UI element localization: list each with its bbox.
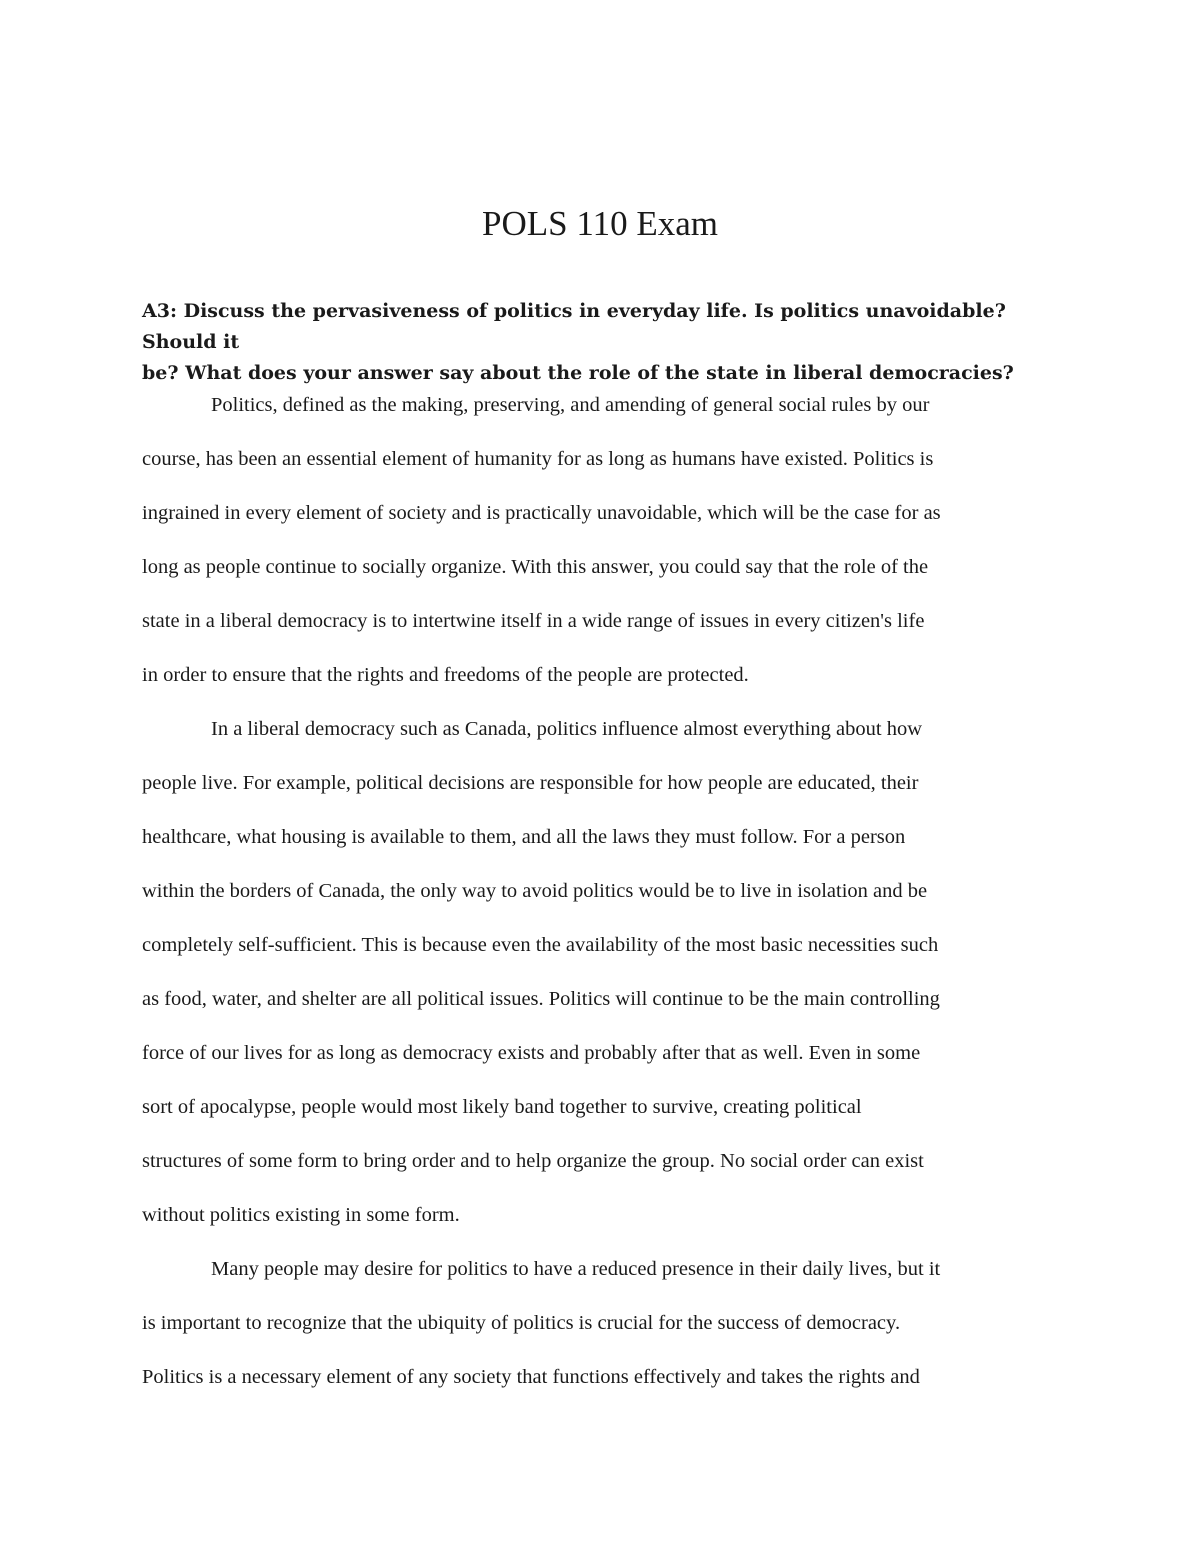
paragraph-2-line: without politics existing in some form. <box>142 1204 460 1226</box>
paragraph-2-line: force of our lives for as long as democracy exists and probably after that as well. Even in some <box>142 1042 921 1064</box>
paragraph-1-line: long as people continue to socially organize. With this answer, you could say that the role of the <box>142 556 929 578</box>
paragraph-2-line: In a liberal democracy such as Canada, politics influence almost everything about how <box>211 718 923 740</box>
paragraph-2-line: structures of some form to bring order and to help organize the group. No social order can exist <box>142 1150 924 1172</box>
paragraph-2-line: healthcare, what housing is available to them, and all the laws they must follow. For a person <box>142 826 906 848</box>
paragraph-2-line: sort of apocalypse, people would most likely band together to survive, creating political <box>142 1096 862 1118</box>
paragraph-3-line: Many people may desire for politics to have a reduced presence in their daily lives, but it <box>211 1258 941 1280</box>
document-title: POLS 110 Exam <box>482 204 718 243</box>
paragraph-2-line: people live. For example, political decisions are responsible for how people are educated, their <box>142 772 919 794</box>
paragraph-3-line: is important to recognize that the ubiquity of politics is crucial for the success of democracy. <box>142 1312 901 1334</box>
paragraph-2-line: completely self-sufficient. This is because even the availability of the most basic necessities such <box>142 934 939 956</box>
exam-question <box>142 296 1062 389</box>
paragraph-1-line: Politics, defined as the making, preserving, and amending of general social rules by our <box>211 394 930 416</box>
paragraph-2-line: as food, water, and shelter are all political issues. Politics will continue to be the main controlling <box>142 988 940 1010</box>
paragraph-1-line: in order to ensure that the rights and freedoms of the people are protected. <box>142 664 749 686</box>
paragraph-1-line: ingrained in every element of society and is practically unavoidable, which will be the case for as <box>142 502 941 524</box>
paragraph-2-line: within the borders of Canada, the only way to avoid politics would be to live in isolation and be <box>142 880 928 902</box>
paragraph-1-line: course, has been an essential element of humanity for as long as humans have existed. Politics is <box>142 448 934 470</box>
paragraph-1-line: state in a liberal democracy is to intertwine itself in a wide range of issues in every citizen's life <box>142 610 925 632</box>
question-line: be? What does your answer say about the role of the state in liberal democracies? <box>142 362 1014 384</box>
paragraph-3-line: Politics is a necessary element of any society that functions effectively and takes the rights and <box>142 1366 920 1388</box>
question-line: A3: Discuss the pervasiveness of politics in everyday life. Is politics unavoidable? Should it <box>142 300 1006 353</box>
essay-body <box>142 378 1072 1404</box>
